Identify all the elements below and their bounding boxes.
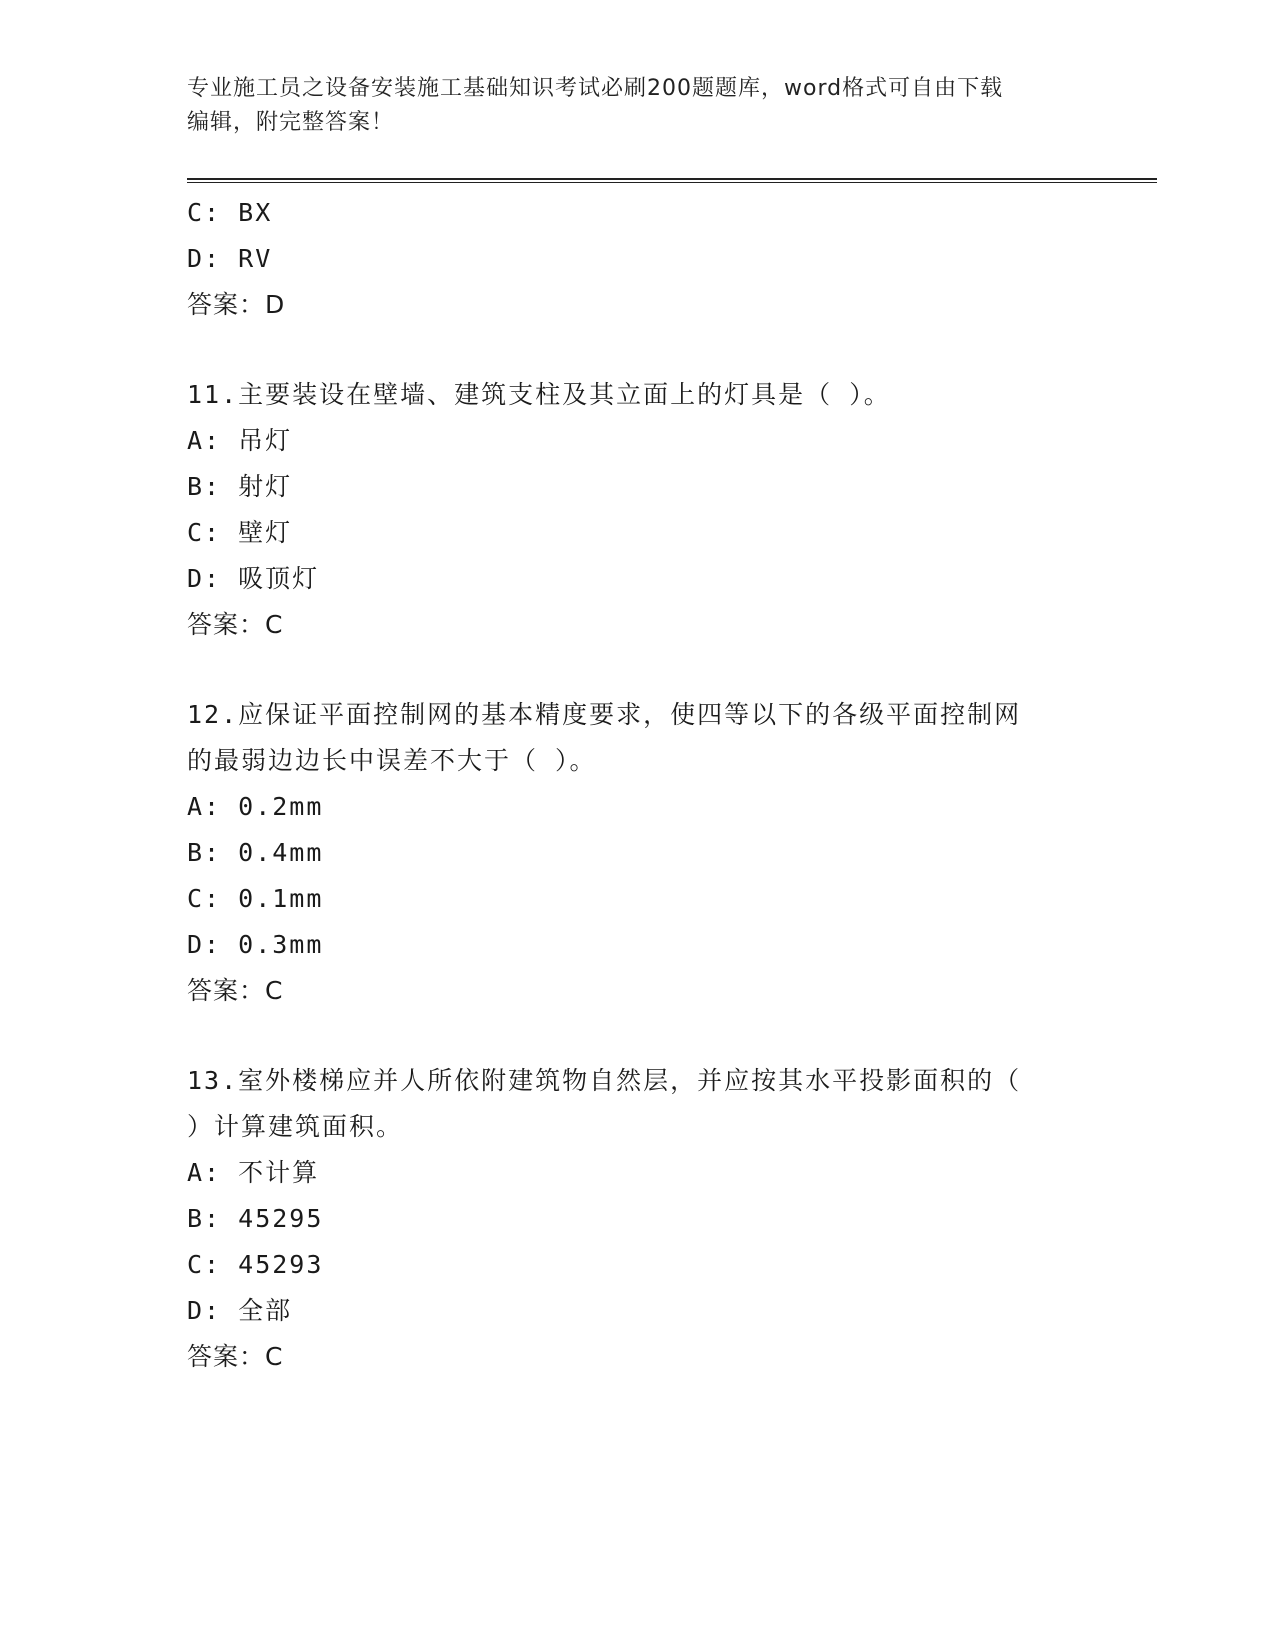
question-block-12	[187, 692, 1087, 1014]
question-block-13	[187, 1058, 1087, 1380]
option-c: C: BX	[187, 198, 273, 227]
answer-line: 答案：D	[187, 290, 286, 319]
spacer	[187, 648, 1087, 692]
answer-line: 答案：C	[187, 976, 284, 1005]
option-a: A: 吊灯	[187, 426, 293, 455]
page-header	[187, 72, 1087, 140]
question-text-line-1: 13.室外楼梯应并人所依附建筑物自然层，并应按其水平投影面积的（	[187, 1066, 1022, 1095]
question-text-line-1: 12.应保证平面控制网的基本精度要求，使四等以下的各级平面控制网	[187, 700, 1022, 729]
option-b: B: 0.4mm	[187, 838, 324, 867]
option-d: D: 0.3mm	[187, 930, 324, 959]
option-d: D: 吸顶灯	[187, 564, 320, 593]
answer-line: 答案：C	[187, 610, 284, 639]
option-a: A: 不计算	[187, 1158, 320, 1187]
question-list	[187, 190, 1087, 1380]
option-b: B: 射灯	[187, 472, 293, 501]
header-line-2: 编辑，附完整答案！	[187, 110, 395, 135]
header-line-1: 专业施工员之设备安装施工基础知识考试必刷200题题库，word格式可自由下载	[187, 76, 1004, 101]
option-c: C: 0.1mm	[187, 884, 324, 913]
spacer	[187, 328, 1087, 372]
question-block-prev	[187, 190, 1087, 328]
question-text: 11.主要装设在壁墙、建筑支柱及其立面上的灯具是（ ）。	[187, 380, 891, 409]
option-a: A: 0.2mm	[187, 792, 324, 821]
option-c: C: 壁灯	[187, 518, 293, 547]
question-text-line-2: ）计算建筑面积。	[187, 1112, 404, 1141]
option-c: C: 45293	[187, 1250, 324, 1279]
option-d: D: RV	[187, 244, 273, 273]
header-divider	[187, 178, 1157, 183]
option-b: B: 45295	[187, 1204, 324, 1233]
question-block-11	[187, 372, 1087, 648]
option-d: D: 全部	[187, 1296, 293, 1325]
spacer	[187, 1014, 1087, 1058]
question-text-line-2: 的最弱边边长中误差不大于（ ）。	[187, 746, 597, 775]
answer-line: 答案：C	[187, 1342, 284, 1371]
